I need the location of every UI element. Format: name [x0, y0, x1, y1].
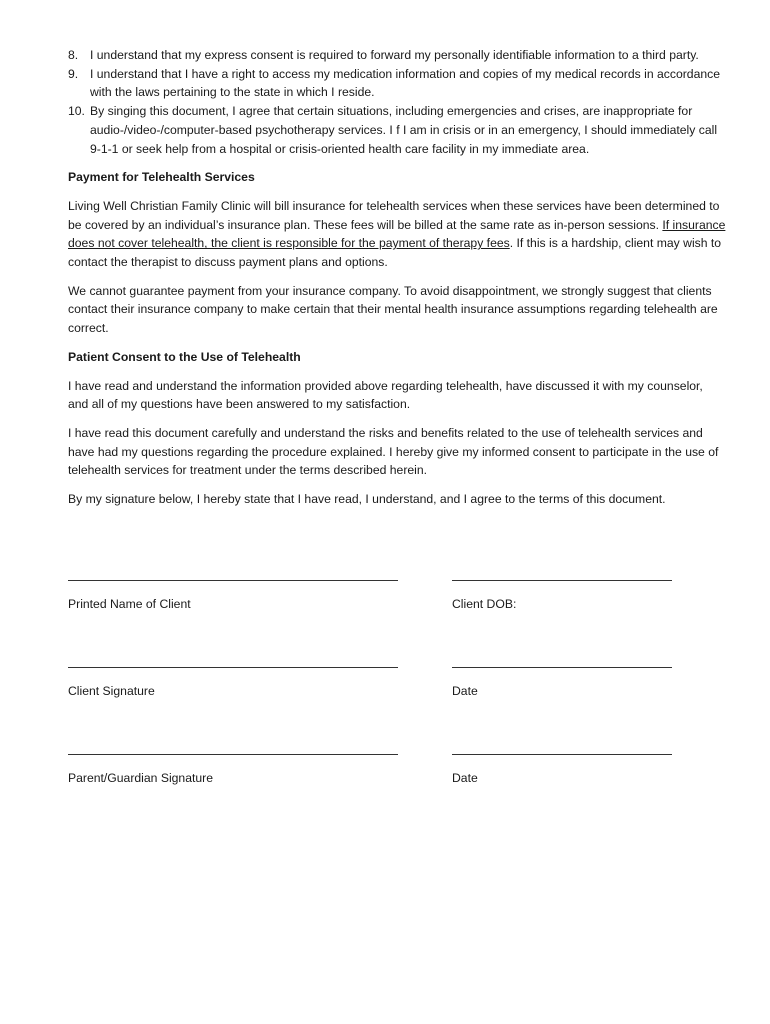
printed-name-label: Printed Name of Client: [68, 597, 191, 611]
date-block-1: [452, 657, 682, 701]
payment-paragraph-1-start: Living Well Christian Family Clinic will bill insurance for telehealth services when these services have been determined to be covered by an individual’s insurance plan. These fees will be billed at the same rate as in-person sessions.: [68, 198, 720, 232]
terms-list: [68, 46, 726, 158]
date-line-2[interactable]: [452, 754, 672, 755]
client-signature-label: Client Signature: [68, 684, 155, 698]
signature-row-printed-name: [68, 570, 728, 610]
list-item: [68, 46, 726, 65]
list-item-text: I understand that I have a right to access my medication information and copies of my medical records in accordance with the laws pertaining to the state in which I reside.: [90, 66, 721, 100]
consent-paragraph-2: I have read this document carefully and understand the risks and benefits related to the use of telehealth services and have had my questions regarding the procedure explained. I hereby give my informed consent to participate in the use of telehealth services for treatment under the terms described herein.: [68, 425, 719, 478]
client-signature-block: [68, 657, 408, 701]
list-item-number: 10.: [68, 104, 85, 119]
date-block-2: [452, 744, 682, 788]
printed-name-block: [68, 570, 408, 614]
consent-paragraph-3: By my signature below, I hereby state that I have read, I understand, and I agree to the terms of this document.: [68, 492, 666, 507]
consent-heading: Patient Consent to the Use of Telehealth: [68, 349, 301, 364]
dob-label: Client DOB:: [452, 597, 517, 611]
list-item-text: I understand that my express consent is required to forward my personally identifiable information to a third party.: [90, 48, 699, 62]
client-signature-line[interactable]: [68, 667, 398, 668]
signature-row-client-signature: [68, 657, 728, 697]
payment-paragraph-2: We cannot guarantee payment from your insurance company. To avoid disappointment, we strongly suggest that clients contact their insurance company to make certain that their mental health insurance assumptions regarding telehealth are correct.: [68, 283, 718, 336]
date-line-1[interactable]: [452, 667, 672, 668]
list-item: [68, 65, 726, 102]
list-item-text: By singing this document, I agree that certain situations, including emergencies and crises, are inappropriate for audio-/video-/computer-based psychotherapy services. I f I am in crisis or in an emergency, I should immediately call 9-1-1 or seek help from a hospital or crisis-oriented health care facility in my immediate area.: [90, 104, 718, 156]
guardian-signature-label: Parent/Guardian Signature: [68, 771, 213, 785]
payment-heading: Payment for Telehealth Services: [68, 170, 255, 185]
payment-paragraph-1-end: . If this is a hardship, client may wish to contact the therapist to discuss payment plans and options.: [68, 236, 722, 270]
date-label-1: Date: [452, 684, 478, 698]
guardian-signature-block: [68, 744, 408, 788]
signature-row-guardian-signature: [68, 744, 728, 784]
list-item: [68, 102, 726, 158]
dob-line[interactable]: [452, 580, 672, 581]
payment-underlined-notice: If insurance does not cover telehealth, the client is responsible for the payment of therapy fees: [68, 217, 726, 251]
payment-paragraph-1: [68, 197, 726, 272]
date-label-2: Date: [452, 771, 478, 785]
guardian-signature-line[interactable]: [68, 754, 398, 755]
printed-name-line[interactable]: [68, 580, 398, 581]
list-item-number: 8.: [68, 48, 79, 62]
list-item-number: 9.: [68, 66, 79, 81]
consent-paragraph-1: I have read and understand the information provided above regarding telehealth, have discussed it with my counselor, and all of my questions have been answered to my satisfaction.: [68, 378, 703, 412]
dob-block: [452, 570, 682, 614]
